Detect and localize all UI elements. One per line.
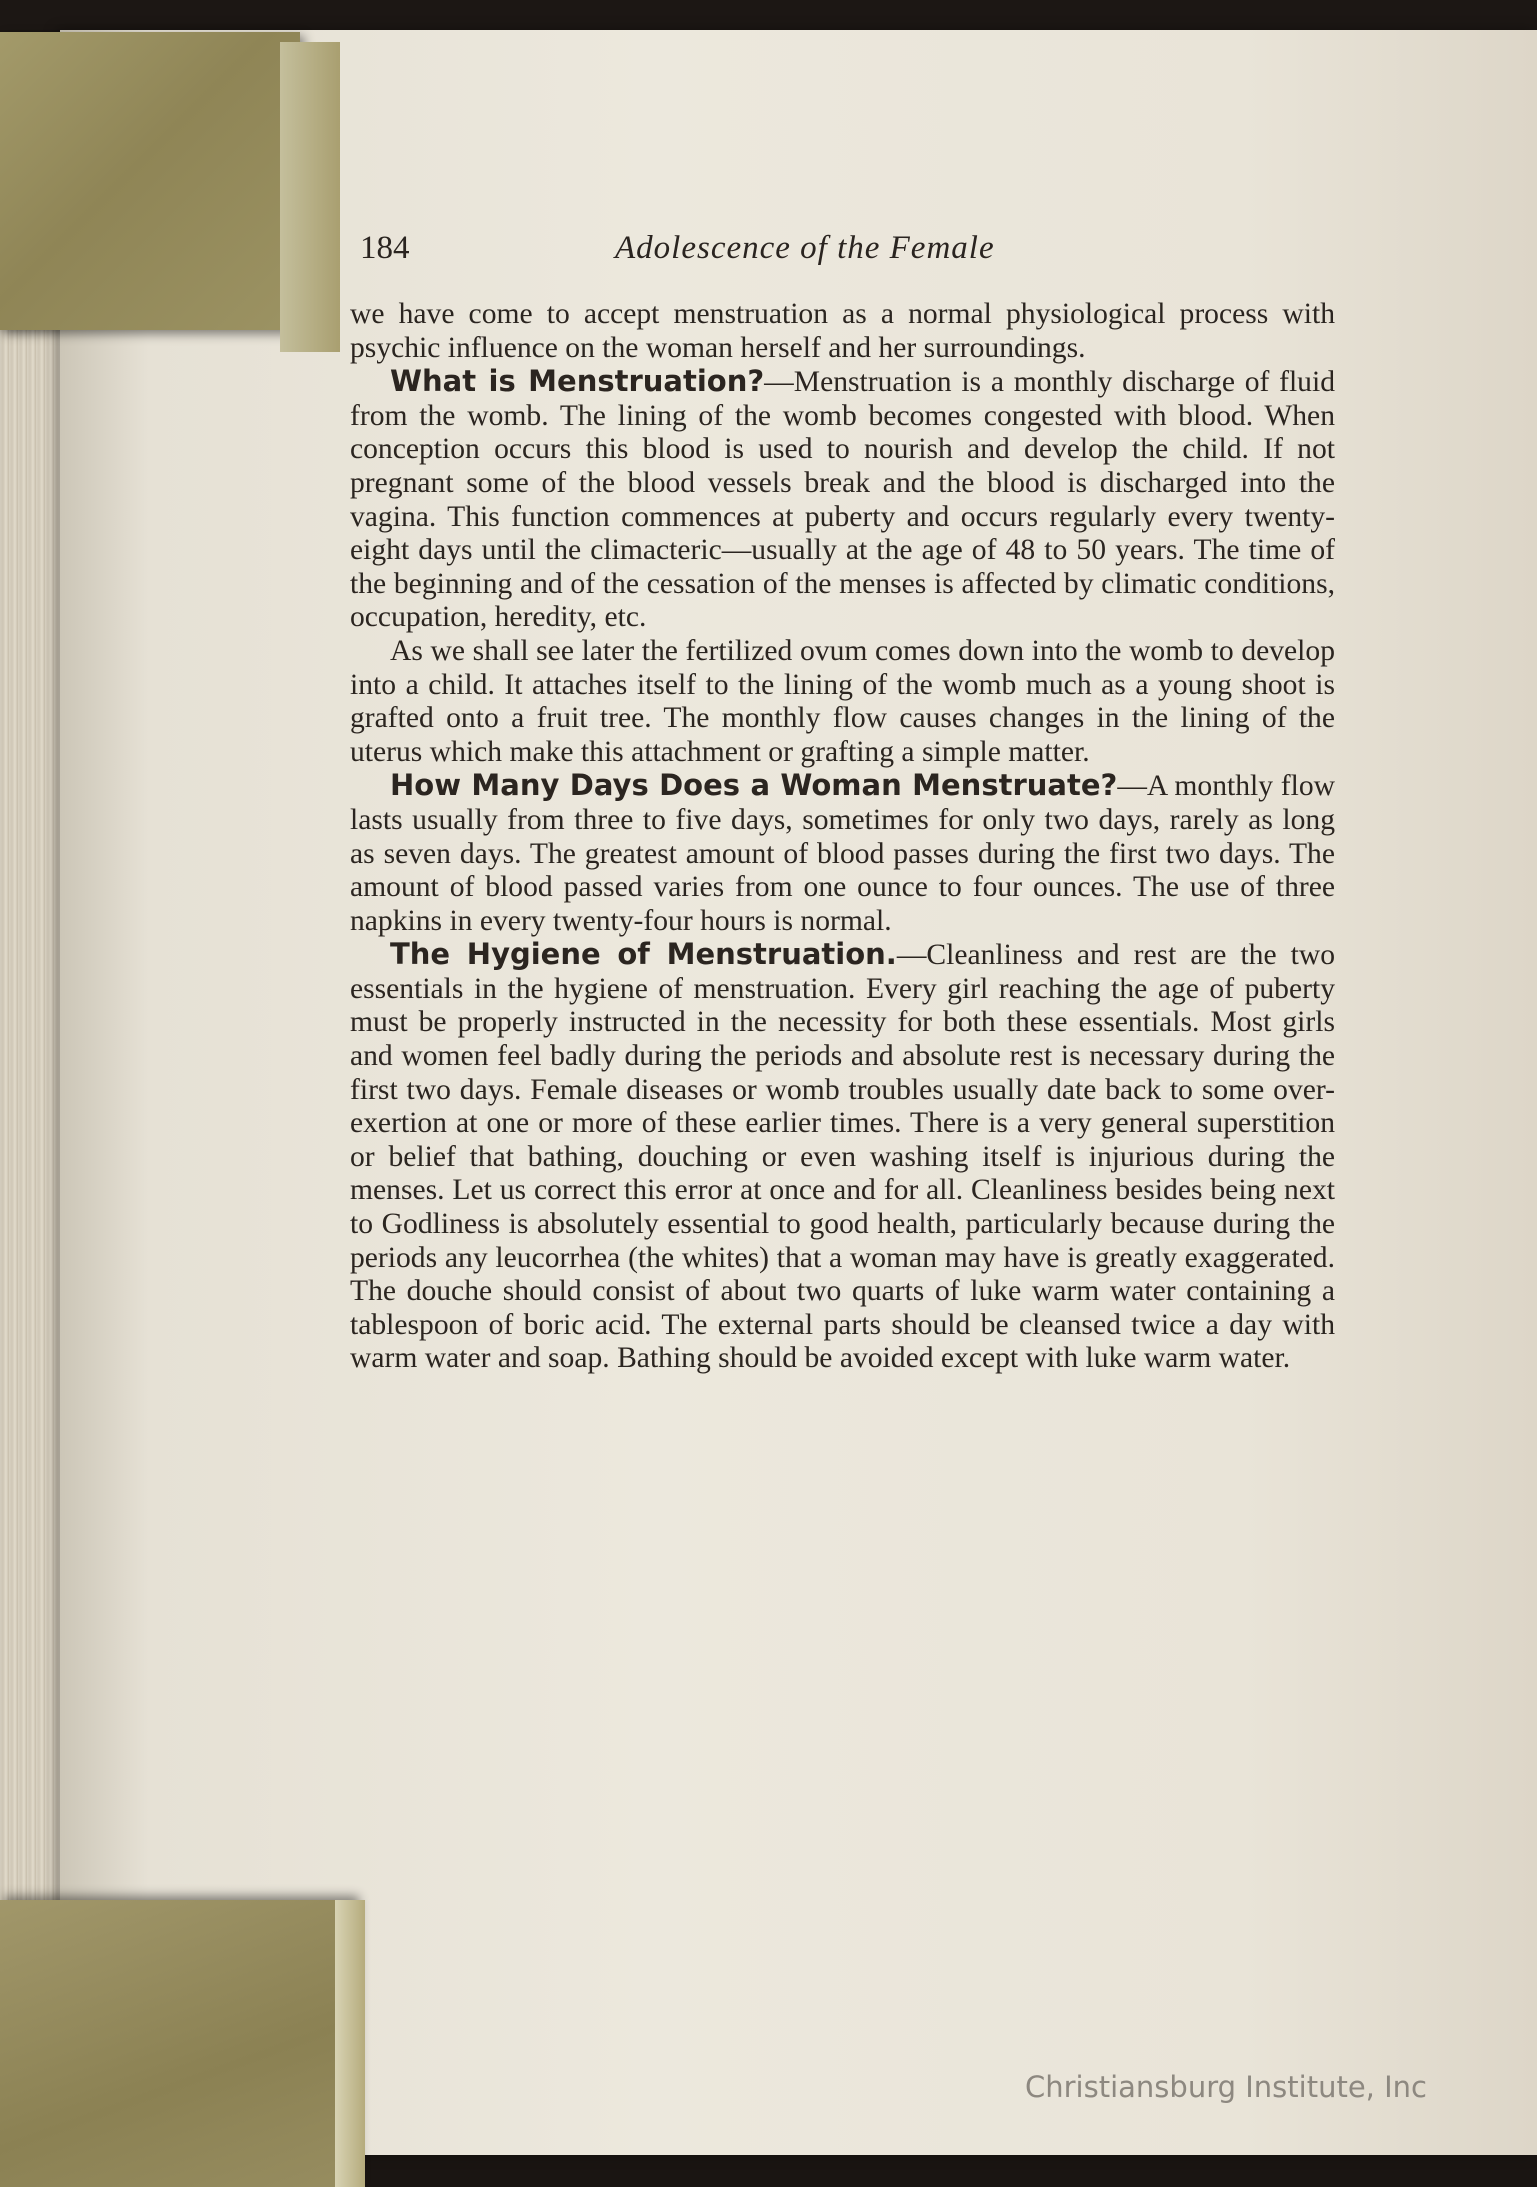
cloth-binding-bottom — [0, 1900, 355, 2187]
paragraph-text: —A monthly flow lasts usually from three to five days, sometimes for only two days, rarely as long as seven days. The greatest amount of blood passes during the first two days. The amount of blood passed varies from one ounce to four ounces. The use of three napkins in every twenty-four hours is normal. — [350, 770, 1335, 937]
binding-rim — [335, 1900, 365, 2187]
section-heading: What is Menstruation? — [390, 364, 765, 399]
cloth-binding-top — [0, 32, 300, 330]
running-header — [360, 230, 1330, 276]
paragraph-text: we have come to accept menstruation as a normal physiological process with psychic influence on the woman herself and her surroundings. — [350, 298, 1335, 364]
paragraph-text: As we shall see later the fertilized ovum comes down into the womb to develop into a child. It attaches itself to the lining of the womb much as a young shoot is grafted onto a fruit tree. The monthly flow causes changes in the lining of the uterus which make this attachment or grafting a simple matter. — [350, 634, 1335, 768]
watermark: Christiansburg Institute, Inc — [1025, 2070, 1427, 2104]
paragraph — [350, 365, 1335, 635]
paragraph — [350, 298, 1335, 365]
paragraph-text: —Menstruation is a monthly discharge of fluid from the womb. The lining of the womb becomes congested with blood. When conception occurs this blood is used to nourish and develop the child. If not pregnant some of the blood vessels break and the blood is discharged into the vagina. This function commences at puberty and occurs regularly every twenty-eight days until the climacteric—usually at the age of 48 to 50 years. The time of the beginning and of the cessation of the menses is affected by climatic conditions, occupation, heredity, etc. — [350, 366, 1335, 634]
page-number: 184 — [360, 230, 410, 266]
paragraph — [350, 635, 1335, 769]
body-text — [350, 298, 1335, 1376]
running-title: Adolescence of the Female — [615, 230, 995, 266]
paragraph — [350, 938, 1335, 1376]
section-heading: How Many Days Does a Woman Menstruate? — [390, 768, 1118, 803]
paragraph-text: —Cleanliness and rest are the two essentials in the hygiene of menstruation. Every girl reaching the age of puberty must be properly instructed in the necessity for both these essentials. Most girls and women feel badly during the periods and absolute rest is necessary during the first two days. Female diseases or womb troubles usually date back to some over-exertion at one or more of these earlier times. There is a very general superstition or belief that bathing, douching or even washing itself is injurious during the menses. Let us correct this error at once and for all. Cleanliness besides being next to Godliness is absolutely essential to good health, particularly because during the periods any leucorrhea (the whites) that a woman may have is greatly exaggerated. The douche should consist of about two quarts of luke warm water containing a tablespoon of boric acid. The external parts should be cleansed twice a day with warm water and soap. Bathing should be avoided except with luke warm water. — [350, 939, 1336, 1375]
paragraph — [350, 769, 1335, 938]
top-shadow — [0, 0, 1537, 30]
section-heading: The Hygiene of Menstruation. — [390, 937, 897, 972]
binding-flap — [280, 42, 340, 352]
